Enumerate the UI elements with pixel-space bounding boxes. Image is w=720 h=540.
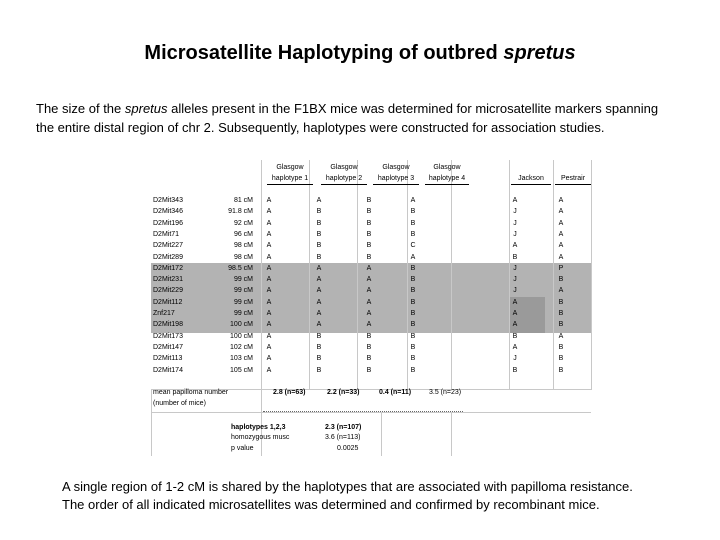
allele-cell: A (316, 298, 322, 306)
allele-cell: B (366, 197, 372, 204)
allele-cell: B (366, 343, 372, 351)
allele-cell: B (558, 366, 564, 374)
allele-cell: B (558, 298, 564, 306)
summary-pvalue-value: 0.0025 (337, 445, 359, 452)
row-marker: D2Mit112 (153, 298, 183, 306)
allele-cell: A (558, 197, 564, 204)
allele-cell: B (558, 343, 564, 351)
allele-cell: B (366, 230, 372, 238)
summary-pvalue-label: p value (231, 445, 254, 452)
row-position: 102 cM (230, 343, 253, 351)
allele-cell: B (512, 332, 518, 340)
row-position: 99 cM (233, 310, 253, 317)
allele-cell: A (366, 298, 372, 306)
allele-cell: A (366, 264, 372, 272)
allele-cell: B (410, 298, 416, 306)
row-marker: D2Mit174 (153, 366, 183, 374)
allele-cell: A (266, 264, 272, 272)
allele-cell: A (558, 208, 564, 216)
allele-cell: C (410, 242, 416, 250)
allele-cell: B (366, 208, 372, 216)
row-marker: D2Mit346 (153, 208, 183, 216)
allele-cell: B (512, 366, 518, 374)
allele-cell: B (316, 332, 322, 340)
allele-cell: B (558, 276, 564, 284)
papilloma-value-1: 2.8 (n=63) (273, 389, 306, 396)
row-marker: D2Mit343 (153, 197, 183, 204)
allele-cell: A (366, 310, 372, 317)
allele-cell: B (316, 366, 322, 374)
row-position: 91.8 cM (228, 208, 253, 216)
row-marker: D2Mit147 (153, 343, 183, 351)
allele-cell: J (513, 287, 517, 295)
row-position: 81 cM (233, 197, 253, 204)
allele-cell: A (316, 321, 322, 329)
allele-cell: B (316, 208, 322, 216)
allele-cell: A (316, 264, 322, 272)
allele-cell: A (366, 276, 372, 284)
row-position: 100 cM (230, 332, 253, 340)
header-haplotype-4: Glasgow haplotype 4 (425, 162, 469, 185)
title-text: Microsatellite Haplotyping of outbred (144, 42, 504, 64)
allele-cell: A (266, 310, 272, 317)
footer-line-2: The order of all indicated microsatellites was determined and confirmed by recombinant mice. (62, 497, 600, 512)
allele-cell: B (316, 355, 322, 363)
allele-cell: B (410, 276, 416, 284)
allele-cell: A (316, 276, 322, 284)
allele-cell: B (316, 343, 322, 351)
allele-cell: B (366, 219, 372, 227)
row-position: 98.5 cM (228, 264, 253, 272)
intro-line-1: The size of the spretus alleles present in the F1BX mice was determined for microsatellite markers spanning (36, 101, 659, 116)
allele-cell: B (410, 219, 416, 227)
allele-cell: B (316, 219, 322, 227)
row-marker: D2Mit196 (153, 219, 183, 227)
allele-cell: B (366, 332, 372, 340)
allele-cell: A (266, 332, 272, 340)
header-jackson: Jackson (511, 162, 551, 185)
row-marker: Znf217 (153, 310, 175, 317)
row-marker: D2Mit227 (153, 242, 183, 250)
row-position: 99 cM (233, 276, 253, 284)
footer-paragraph (62, 478, 712, 514)
allele-cell: A (266, 230, 272, 238)
allele-cell: A (266, 321, 272, 329)
row-position: 103 cM (230, 355, 253, 363)
row-position: 92 cM (233, 219, 253, 227)
header-pestrair: Pestrair (555, 162, 591, 185)
allele-cell: A (512, 197, 518, 204)
allele-cell: A (266, 276, 272, 284)
row-position: 98 cM (233, 253, 253, 261)
allele-cell: A (266, 242, 272, 250)
allele-cell: A (512, 321, 518, 329)
allele-cell: A (512, 242, 518, 250)
summary-haplotypes-label: haplotypes 1,2,3 (231, 424, 286, 431)
allele-cell: B (316, 230, 322, 238)
allele-cell: B (410, 230, 416, 238)
allele-cell: A (512, 310, 518, 317)
page-title (0, 42, 720, 65)
intro-line-2: the entire distal region of chr 2. Subsequently, haplotypes were constructed for association studies. (36, 120, 605, 135)
allele-cell: B (366, 242, 372, 250)
allele-cell: A (266, 355, 272, 363)
allele-cell: A (266, 366, 272, 374)
row-marker: D2Mit229 (153, 287, 183, 295)
summary-homozygous-value: 3.6 (n=113) (325, 434, 361, 441)
allele-cell: A (558, 242, 564, 250)
allele-cell: A (266, 298, 272, 306)
haplotype-table-figure (151, 160, 593, 456)
dotted-connector (263, 411, 463, 412)
allele-cell: A (558, 230, 564, 238)
row-position: 100 cM (230, 321, 253, 329)
allele-cell: A (410, 253, 416, 261)
allele-cell: B (410, 264, 416, 272)
allele-cell: A (316, 197, 322, 204)
row-position: 98 cM (233, 242, 253, 250)
mice-label: (number of mice) (153, 400, 206, 407)
papilloma-value-2: 2.2 (n=33) (327, 389, 360, 396)
allele-cell: J (513, 219, 517, 227)
title-italic: spretus (503, 42, 576, 64)
row-marker: D2Mit289 (153, 253, 183, 261)
row-marker: D2Mit173 (153, 332, 183, 340)
header-haplotype-1: Glasgow haplotype 1 (267, 162, 313, 185)
allele-cell: A (266, 197, 272, 204)
row-marker: D2Mit198 (153, 321, 183, 329)
papilloma-value-3: 0.4 (n=11) (379, 389, 412, 396)
allele-cell: B (558, 321, 564, 329)
allele-cell: B (410, 310, 416, 317)
allele-cell: J (513, 208, 517, 216)
allele-cell: B (366, 253, 372, 261)
allele-cell: A (266, 287, 272, 295)
summary-haplotypes-value: 2.3 (n=107) (325, 424, 362, 431)
allele-cell: B (316, 253, 322, 261)
allele-cell: P (558, 264, 564, 272)
allele-cell: B (410, 321, 416, 329)
allele-cell: A (266, 208, 272, 216)
row-position: 99 cM (233, 287, 253, 295)
allele-cell: A (558, 332, 564, 340)
allele-cell: B (366, 366, 372, 374)
allele-cell: B (558, 310, 564, 317)
allele-cell: J (513, 355, 517, 363)
allele-cell: A (410, 197, 416, 204)
papilloma-label: mean papilloma number (153, 389, 229, 396)
allele-cell: B (410, 343, 416, 351)
allele-cell: A (266, 253, 272, 261)
row-marker: D2Mit172 (153, 264, 183, 272)
allele-cell: B (410, 366, 416, 374)
row-position: 105 cM (230, 366, 253, 374)
intro-paragraph (36, 99, 720, 137)
allele-cell: A (558, 287, 564, 295)
row-marker: D2Mit71 (153, 230, 180, 238)
allele-cell: J (513, 276, 517, 284)
header-haplotype-3: Glasgow haplotype 3 (373, 162, 419, 185)
summary-homozygous-label: homozygous musc (231, 434, 290, 441)
allele-cell: B (316, 242, 322, 250)
row-position: 99 cM (233, 298, 253, 306)
footer-line-1: A single region of 1-2 cM is shared by the haplotypes that are associated with papilloma resistance. (62, 479, 633, 494)
papilloma-value-4: 3.5 (n=23) (429, 389, 462, 396)
allele-cell: B (366, 355, 372, 363)
allele-cell: B (410, 332, 416, 340)
allele-cell: B (558, 355, 564, 363)
allele-cell: A (316, 287, 322, 295)
allele-cell: A (558, 219, 564, 227)
allele-cell: A (266, 219, 272, 227)
allele-cell: J (513, 264, 517, 272)
allele-cell: A (316, 310, 322, 317)
allele-cell: B (512, 253, 518, 261)
allele-cell: B (410, 355, 416, 363)
allele-cell: B (410, 208, 416, 216)
allele-cell: A (512, 298, 518, 306)
row-position: 96 cM (233, 230, 253, 238)
allele-cell: A (366, 321, 372, 329)
allele-cell: A (266, 343, 272, 351)
allele-cell: B (410, 287, 416, 295)
allele-cell: A (366, 287, 372, 295)
allele-cell: A (512, 343, 518, 351)
allele-cell: J (513, 230, 517, 238)
row-marker: D2Mit113 (153, 355, 183, 363)
allele-cell: A (558, 253, 564, 261)
header-haplotype-2: Glasgow haplotype 2 (321, 162, 367, 185)
row-marker: D2Mit231 (153, 276, 183, 284)
